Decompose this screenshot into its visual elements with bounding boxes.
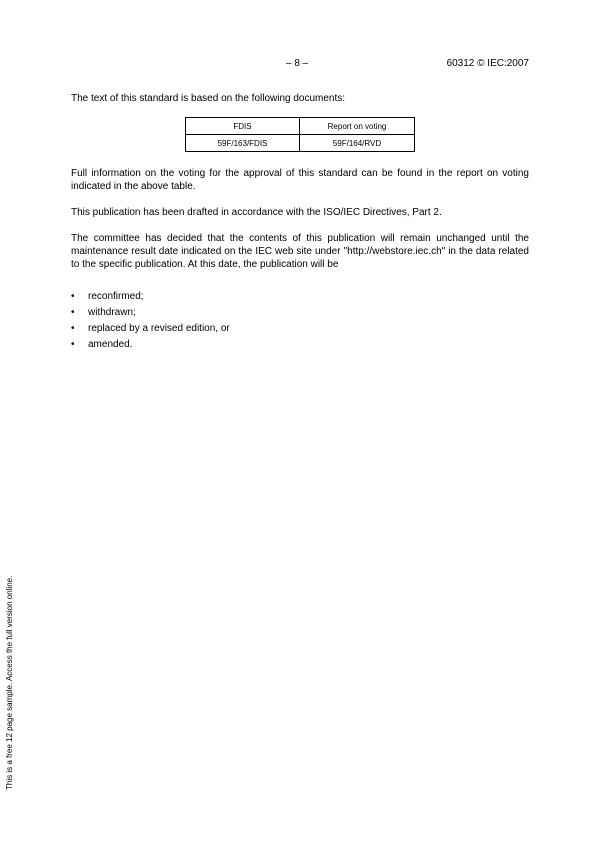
intro-paragraph: The text of this standard is based on the following documents: xyxy=(71,93,346,104)
table-header-row xyxy=(186,118,415,135)
list-item-text: amended. xyxy=(88,339,133,350)
table-header-cell: FDIS xyxy=(186,118,300,135)
list-item xyxy=(71,306,230,322)
list-item xyxy=(71,338,230,354)
voting-paragraph: Full information on the voting for the approval of this standard can be found in the report on voting indicated in the above table. xyxy=(71,168,529,192)
standard-reference: 60312 © IEC:2007 xyxy=(446,58,529,69)
bullet-icon: • xyxy=(71,291,75,302)
list-item xyxy=(71,322,230,338)
list-item xyxy=(71,290,230,306)
bullet-icon: • xyxy=(71,323,75,334)
list-item-text: withdrawn; xyxy=(88,307,136,318)
documents-table xyxy=(185,117,415,152)
committee-paragraph: The committee has decided that the contents of this publication will remain unchanged until the maintenance result date indicated on the IEC web site under "http://webstore.iec.ch" in the data related to the specific publication. At this date, the publication will be xyxy=(71,233,529,270)
list-item-text: reconfirmed; xyxy=(88,291,144,302)
table-header-cell: Report on voting xyxy=(300,118,415,135)
directives-paragraph: This publication has been drafted in accordance with the ISO/IEC Directives, Part 2. xyxy=(71,207,442,218)
outcome-list xyxy=(71,290,230,354)
table-cell: 59F/163/FDIS xyxy=(186,135,300,152)
bullet-icon: • xyxy=(71,307,75,318)
sample-side-note: This is a free 12 page sample. Access the full version online. xyxy=(5,575,14,790)
page-number: – 8 – xyxy=(286,58,309,69)
bullet-icon: • xyxy=(71,339,75,350)
list-item-text: replaced by a revised edition, or xyxy=(88,323,230,334)
table-row xyxy=(186,135,415,152)
table-cell: 59F/164/RVD xyxy=(300,135,415,152)
